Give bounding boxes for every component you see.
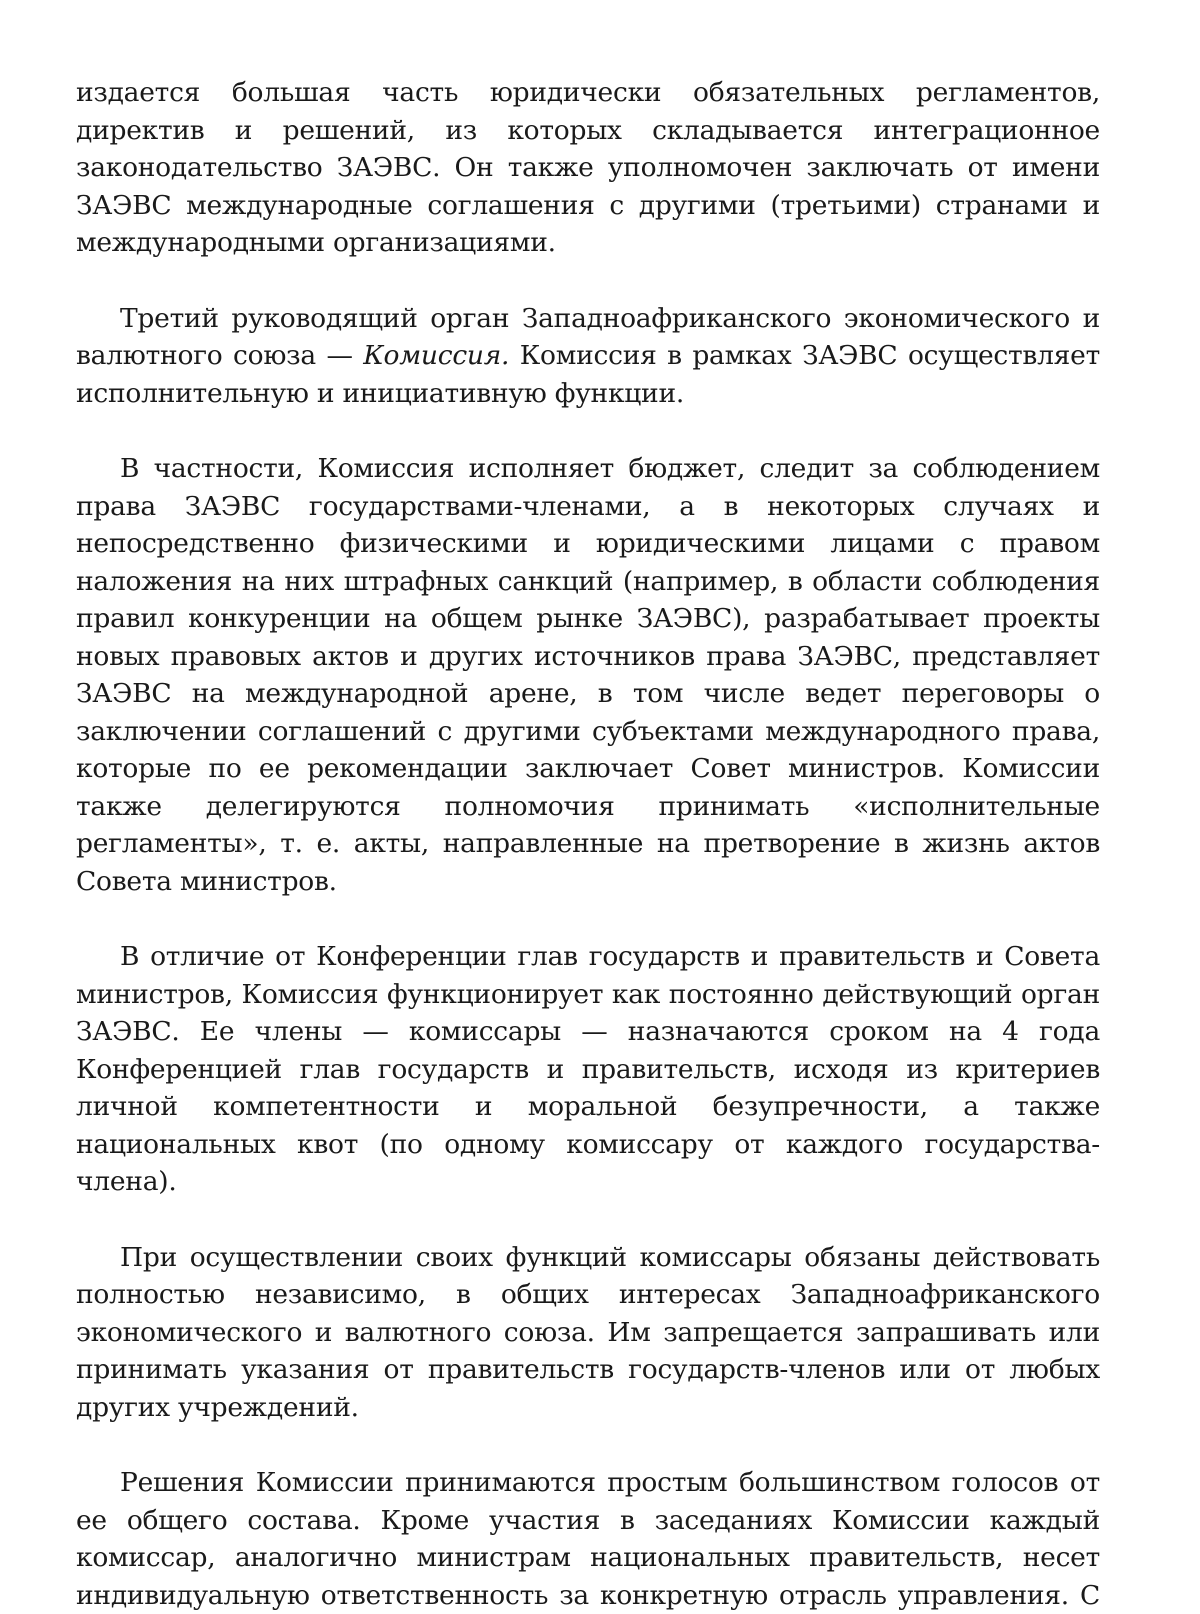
paragraph-5: При осуществлении своих функций комиссары обязаны действовать полностью независимо, в общих интересах Западноафриканского экономического и валютного союза. Им запрещается запрашивать или принимать указания от правительств государств-членов или от любых других учреждений. <box>76 1241 1100 1423</box>
paragraph-6: Решения Комиссии принимаются простым большинством голосов от ее общего состава. Кроме участия в заседаниях Комиссии каждый комиссар, аналогично министрам национальных правительств, несет индивидуальную ответственность за конкретную отрасль управления. С <box>76 1467 1100 1611</box>
paragraph-1: издается большая часть юридически обязательных регламентов, директив и решений, из которых складывается интеграционное законодательство ЗАЭВС. Он также уполномочен заключать от имени ЗАЭВС международные соглашения с другими (третьими) странами и международными организациями. <box>76 77 1100 258</box>
paragraph-2-emphasis: Комиссия. <box>363 340 510 371</box>
paragraph-2 <box>76 300 1100 413</box>
paragraph-3: В частности, Комиссия исполняет бюджет, следит за соблюдением права ЗАЭВС государствами-членами, а в некоторых случаях и непосредственно физическими и юридическими лицами с правом наложения на них штрафных санкций (например, в области соблюдения правил конкуренции на общем рынке ЗАЭВС), разрабатывает проекты новых правовых актов и других источников права ЗАЭВС, представляет ЗАЭВС на международной арене, в том числе ведет переговоры о заключении соглашений с другими субъектами международного права, которые по ее рекомендации заключает Совет министров. Комиссии также делегируются полномочия принимать «исполнительные регламенты», т. е. акты, направленные на претворение в жизнь актов Совета министров. <box>76 453 1100 897</box>
paragraph-2-start: Третий руководящий орган Западноафриканского экономического и валютного союза — <box>76 302 1100 371</box>
paragraph-2-end: Комиссия в рамках ЗАЭВС осуществляет исполнительную и инициативную функции. <box>76 340 1100 409</box>
paragraph-4: В отличие от Конференции глав государств и правительств и Совета министров, Комиссия функционирует как постоянно действующий орган ЗАЭВС. Ее члены — комиссары — назначаются сроком на 4 года Конференцией глав государств и правительств, исходя из критериев личной компетентности и моральной безупречности, а также национальных квот (по одному комиссару от каждого государства-члена). <box>76 941 1100 1197</box>
